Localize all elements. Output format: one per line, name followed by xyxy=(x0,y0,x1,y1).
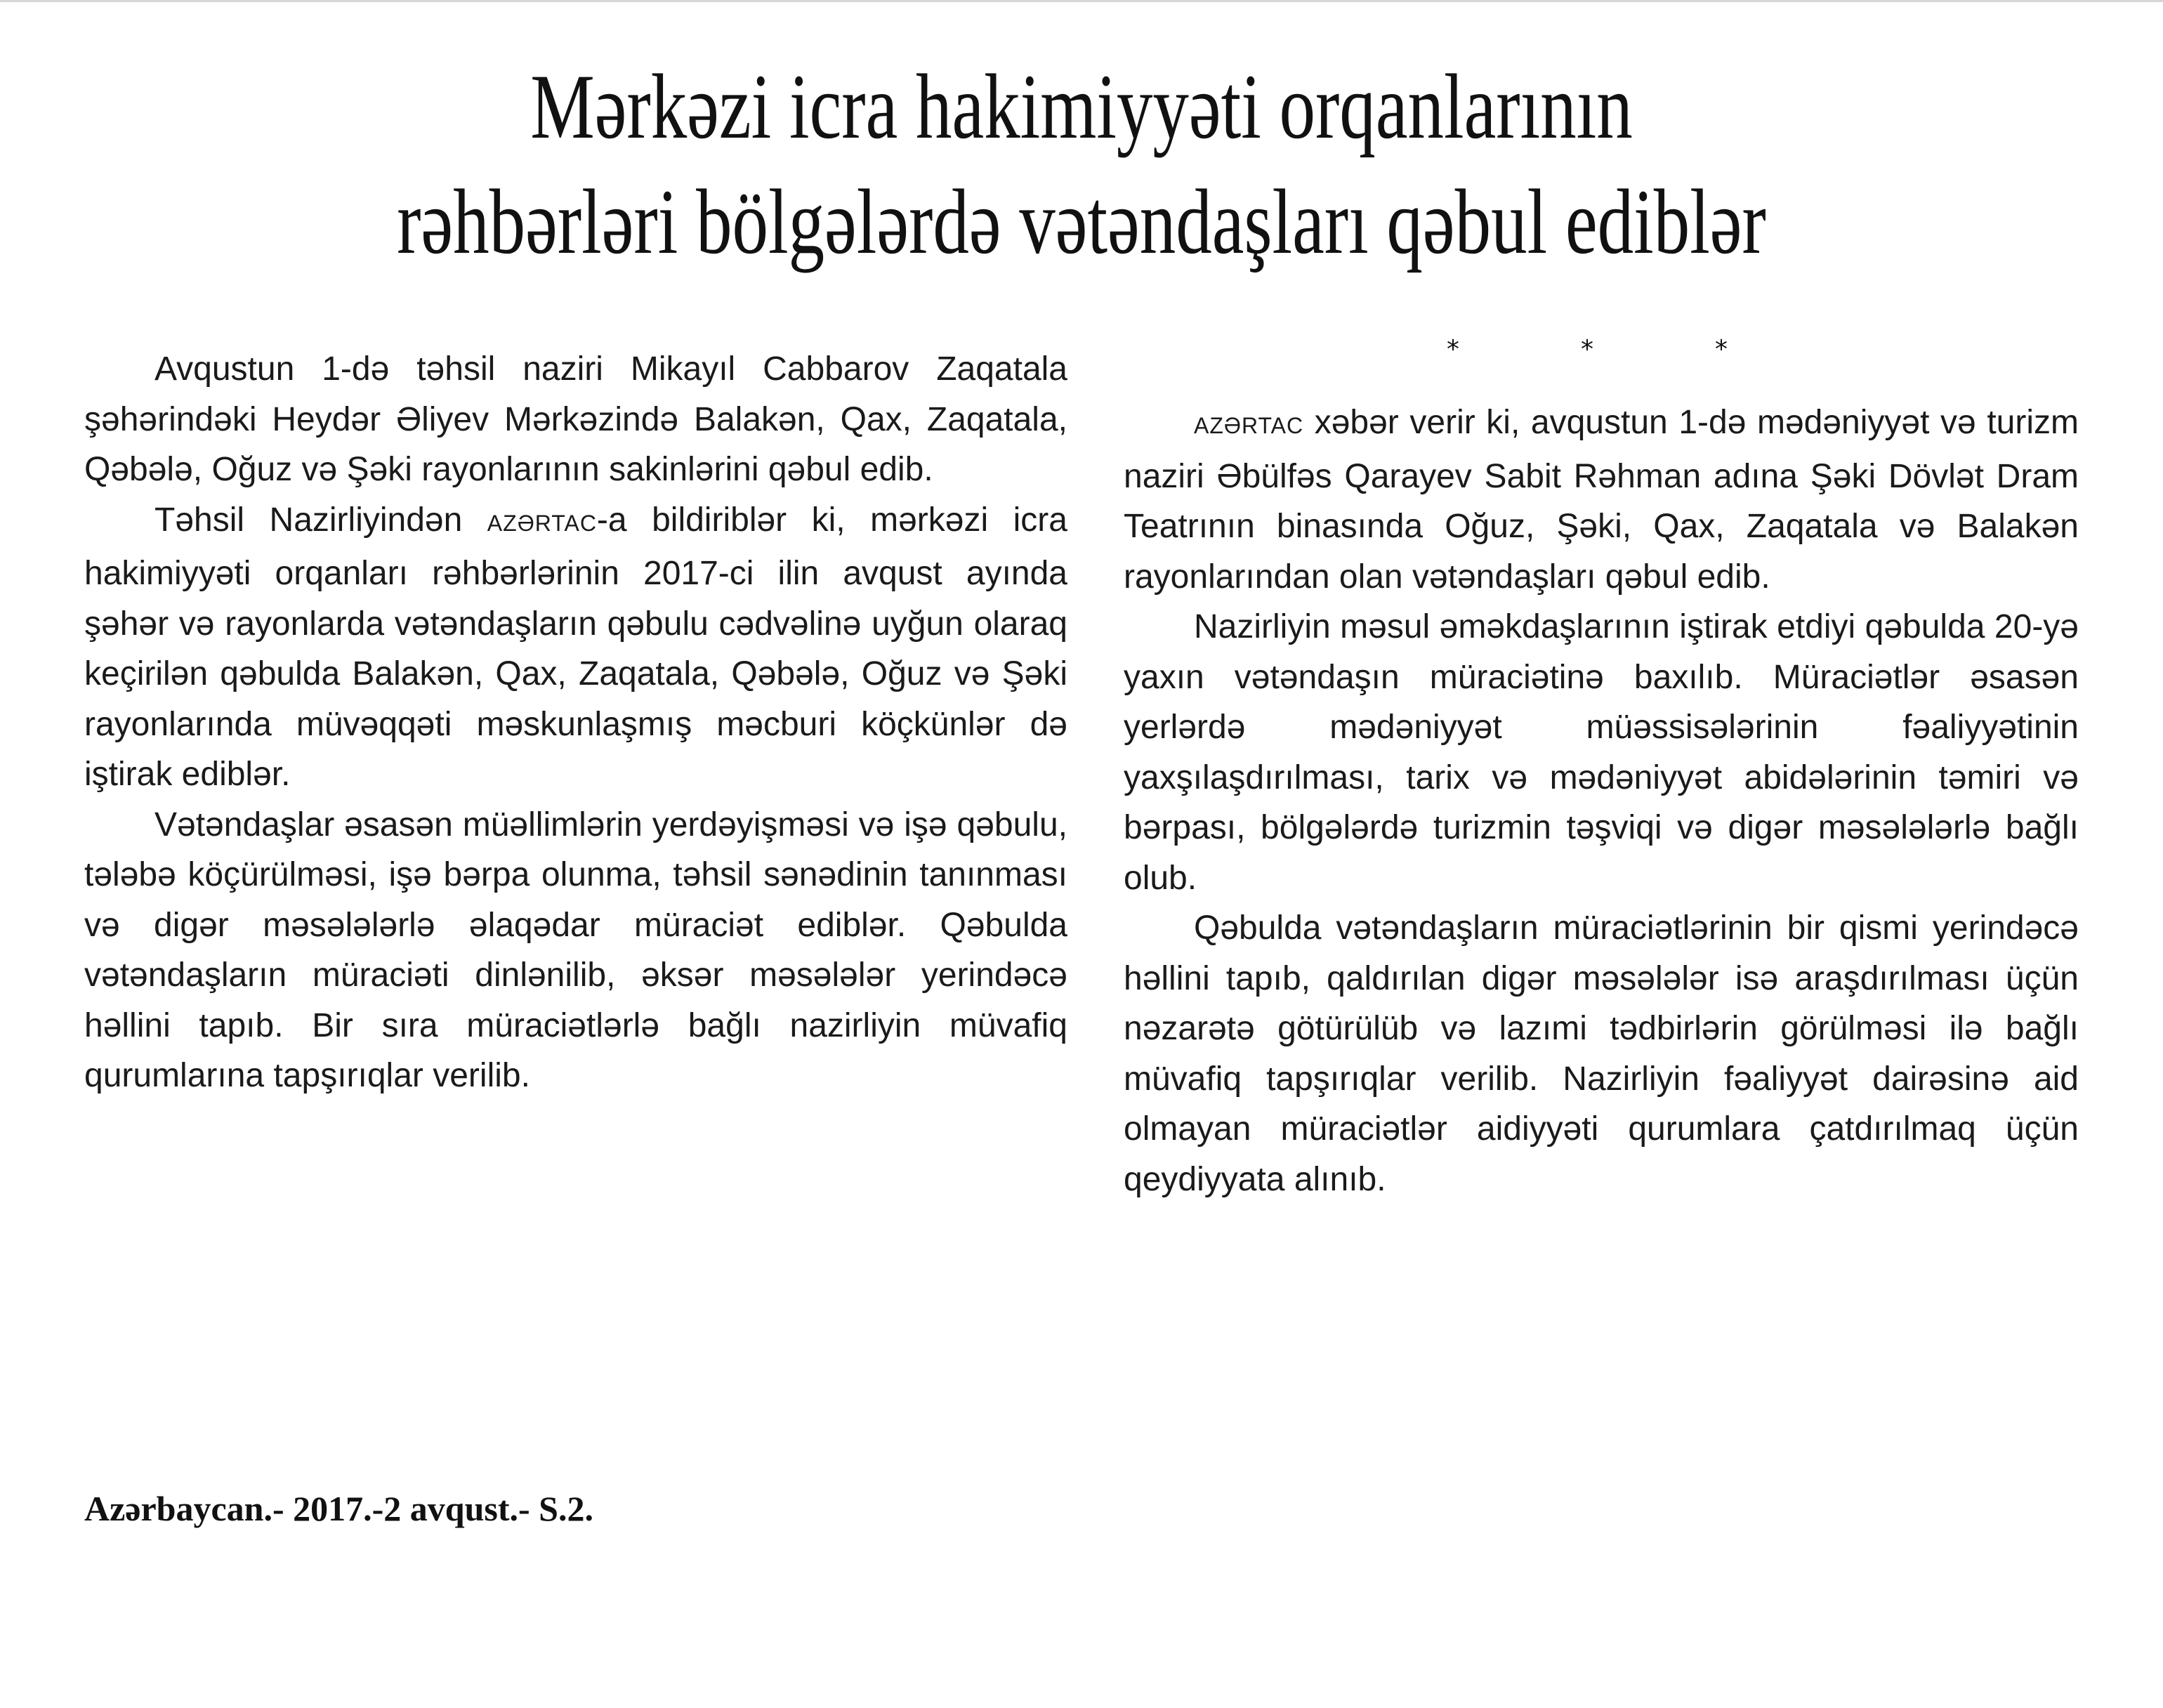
left-paragraph-3: Vətəndaşlar əsasən müəllimlərin yerdəyişməsi və işə qəbulu, tələbə köçürülməsi, işə bərpa olunma, təhsil sənədinin tanınması və digər məsələlərlə əlaqədar müraciət ediblər. Qəbulda vətəndaşların müraciəti dinlənilib, əksər məsələlər yerindəcə həllini tapıb. Bir sıra müraciətlərlə bağlı nazirliyin müvafiq qurumlarına tapşırıqlar verilib. xyxy=(84,806,1067,1094)
headline-line-1: Mərkəzi icra hakimiyyəti orqanlarının xyxy=(530,55,1633,158)
left-column xyxy=(84,344,1067,1101)
right-paragraph-2: Nazirliyin məsul əməkdaşlarının iştirak etdiyi qəbulda 20-yə yaxın vətəndaşın müraciətinə baxılıb. Müraciətlər əsasən yerlərdə mədəniyyət müəssisələrinin fəaliyyətinin yaxşılaşdırılması, tarix və mədəniyyət abidələrinin təmiri və bərpası, bölgələrdə turizmin təşviqi və digər məsələlərlə bağlı olub. xyxy=(1124,608,2079,897)
agency-name: AZƏRTAC xyxy=(1194,413,1304,438)
separator-star: * xyxy=(1581,335,1593,364)
right-paragraph-3: Qəbulda vətəndaşların müraciətlərinin bir qismi yerindəcə həllini tapıb, qaldırılan digər məsələlər isə araşdırılması üçün nəzarətə götürülüb və lazımi tədbirlərin görülməsi ilə bağlı müvafiq tapşırıqlar verilib. Nazirliyin fəaliyyət dairəsinə aid olmayan müraciətlər aidiyyəti qurumlara çatdırılmaq üçün qeydiyyata alınıb. xyxy=(1124,909,2079,1198)
separator-star: * xyxy=(1447,335,1459,364)
headline-line-2: rəhbərləri bölgələrdə vətəndaşları qəbul ediblər xyxy=(397,170,1766,273)
right-column xyxy=(1124,398,2079,1204)
right-paragraph-1-rest: xəbər verir ki, avqustun 1-də mədəniyyət və turizm naziri Əbülfəs Qarayev Sabit Rəhman adına Şəki Dövlət Dram Teatrının binasında Oğuz, Şəki, Qax, Zaqatala və Balakən rayonlarından olan vətəndaşları qəbul edib. xyxy=(1124,404,2079,596)
section-separator xyxy=(1447,336,1728,364)
source-citation: Azərbaycan.- 2017.-2 avqust.- S.2. xyxy=(84,1489,593,1528)
left-paragraph-2 xyxy=(84,495,1067,800)
left-paragraph-2-start: Təhsil Nazirliyindən xyxy=(154,501,487,539)
left-paragraph-2-rest: -a bildiriblər ki, mərkəzi icra hakimiyyəti orqanları rəhbərlərinin 2017-ci ilin avqust ayında şəhər və rayonlarda vətəndaşların qəbulu cədvəlinə uyğun olaraq keçirilən qəbulda Balakən, Qax, Zaqatala, Qəbələ, Oğuz və Şəki rayonlarında müvəqqəti məskunlaşmış məcburi köçkünlər də iştirak ediblər. xyxy=(84,501,1067,793)
right-paragraph-1 xyxy=(1124,398,2079,602)
headline xyxy=(238,49,1925,280)
left-paragraph-1: Avqustun 1-də təhsil naziri Mikayıl Cabbarov Zaqatala şəhərindəki Heydər Əliyev Mərkəzində Balakən, Qax, Zaqatala, Qəbələ, Oğuz və Şəki rayonlarının sakinlərini qəbul edib. xyxy=(84,350,1067,488)
separator-star: * xyxy=(1715,335,1728,364)
agency-name: AZƏRTAC xyxy=(487,510,597,536)
top-scan-edge xyxy=(0,0,2163,2)
